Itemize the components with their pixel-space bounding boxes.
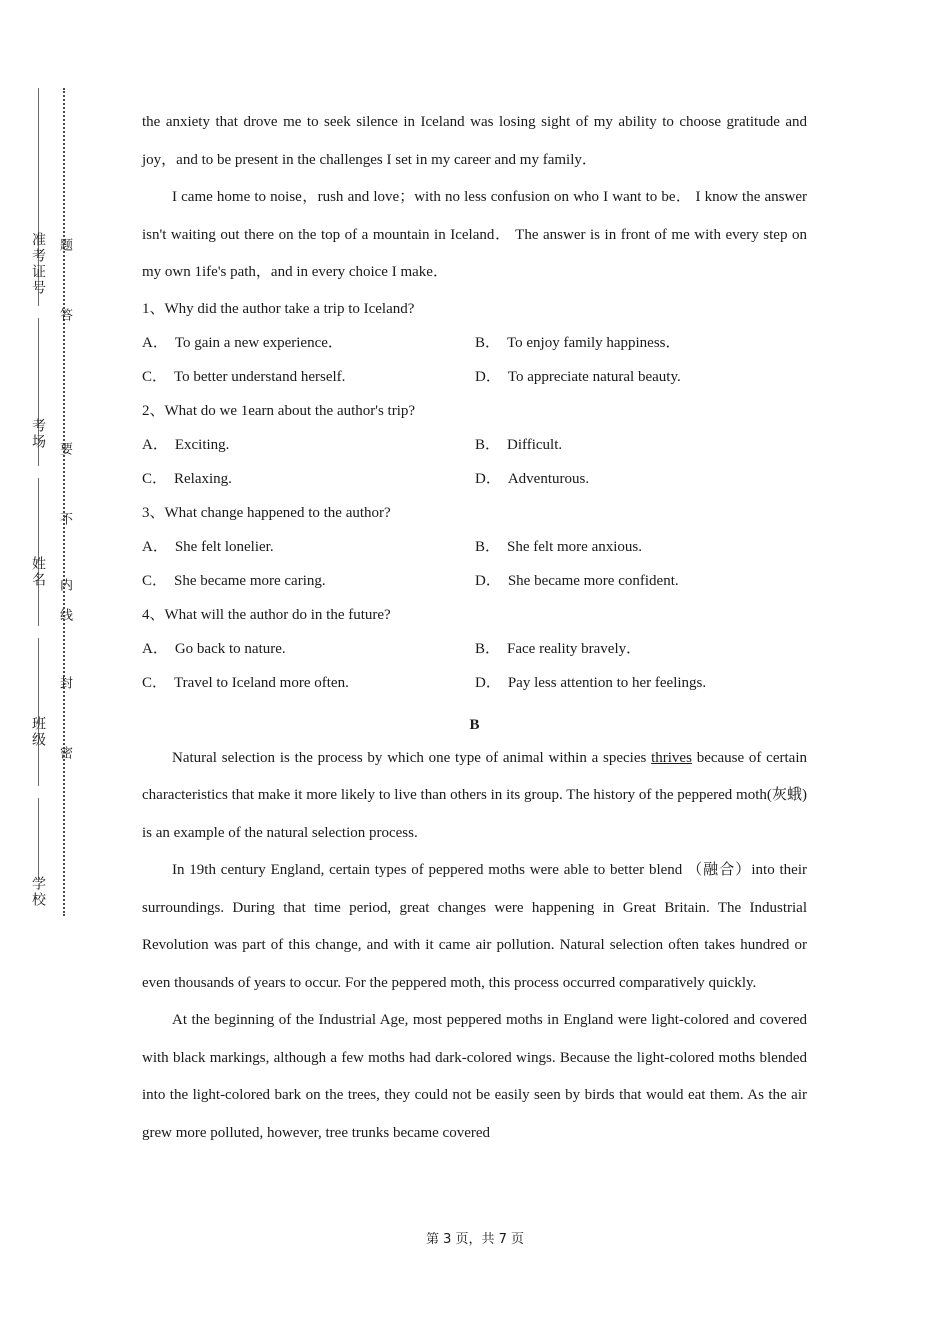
option-text: To enjoy family happiness． [507, 334, 681, 351]
question-1-text: Why did the author take a trip to Iceland? [164, 300, 415, 317]
question-4-stem [142, 598, 807, 632]
question-3-options-row-1 [142, 530, 807, 564]
question-2-option-a[interactable] [142, 428, 475, 462]
option-letter: C． [142, 572, 168, 589]
question-3-number: 3、 [142, 504, 165, 521]
question-4-options-row-1 [142, 632, 807, 666]
passage-a-paragraph-1: the anxiety that drove me to seek silence in Iceland was losing sight of my ability to choose gratitude and joy，and to be present in the challenges I set in my career and my family． [142, 114, 807, 168]
question-4-option-b[interactable] [475, 632, 807, 666]
option-text: To appreciate natural beauty. [507, 368, 681, 385]
seal-notice-char-2: 答 [57, 308, 72, 323]
passage-b-paragraph-3: At the beginning of the Industrial Age, most peppered moths in England were light-colored and covered with black markings, although a few moths had dark-colored wings. Because the light-colored moths blended into the light-colored bark on the trees, they could not be easily seen by birds that would eat them. As the air grew more polluted, however, tree trunks became covered [142, 1012, 807, 1141]
option-letter: C． [142, 674, 168, 691]
seal-notice-char-3: 要 [57, 442, 72, 457]
question-2-option-b[interactable] [475, 428, 807, 462]
option-letter: B． [475, 640, 501, 657]
option-letter: B． [475, 334, 501, 351]
question-2-number: 2、 [142, 402, 165, 419]
option-letter: C． [142, 368, 168, 385]
seal-label-school: 学校 [30, 876, 46, 908]
passage-b-paragraph-2: In 19th century England, certain types of peppered moths were able to better blend （融合）into their surroundings. During that time period, great changes were happening in Great Britain. The Industrial Revolution was part of this change, and with it came air pollution. Natural selection often takes hundred or even thousands of years to occur. For the peppered moth, this process occurred comparatively quickly. [142, 862, 807, 991]
seal-field-rule-5 [38, 798, 39, 882]
seal-label-admission-number: 准考证号 [30, 232, 46, 296]
option-text: Adventurous. [507, 470, 590, 487]
option-text: Exciting. [174, 436, 230, 453]
question-1-stem [142, 292, 807, 326]
option-text: To gain a new experience． [174, 334, 343, 351]
question-1-number: 1、 [142, 300, 165, 317]
option-letter: B． [475, 436, 501, 453]
option-letter: A． [142, 334, 168, 351]
option-letter: D． [475, 674, 501, 691]
option-letter: A． [142, 436, 168, 453]
option-text: To better understand herself. [174, 368, 346, 385]
question-2-option-c[interactable] [142, 462, 475, 496]
option-letter: A． [142, 640, 168, 657]
passage-b-paragraph-1 [142, 740, 807, 853]
option-text: Pay less attention to her feelings. [507, 674, 707, 691]
option-text: Face reality bravely． [507, 640, 642, 657]
question-3-option-a[interactable] [142, 530, 475, 564]
seal-notice-char-1: 题 [57, 238, 72, 253]
question-1-options-row-1 [142, 326, 807, 360]
seal-notice-char-8: 密 [57, 746, 72, 761]
question-4-option-a[interactable] [142, 632, 475, 666]
option-text: Difficult. [507, 436, 563, 453]
option-letter: C． [142, 470, 168, 487]
question-1-option-b[interactable] [475, 326, 807, 360]
passage-b-p1-part1: Natural selection is the process by which one type of animal within a species [172, 749, 652, 766]
question-3-option-b[interactable] [475, 530, 807, 564]
seal-field-rule-4 [38, 638, 39, 786]
question-3-option-d[interactable] [475, 564, 807, 598]
option-letter: D． [475, 572, 501, 589]
question-1-option-d[interactable] [475, 360, 807, 394]
seal-notice-char-4: 不 [57, 512, 72, 527]
option-letter: A． [142, 538, 168, 555]
question-3-stem [142, 496, 807, 530]
page-footer: 第 3 页，共 7 页 [425, 1232, 525, 1247]
option-text: She became more confident. [507, 572, 679, 589]
option-text: Go back to nature. [174, 640, 286, 657]
option-letter: B． [475, 538, 501, 555]
question-2-stem [142, 394, 807, 428]
option-text: Relaxing. [174, 470, 232, 487]
passage-b-section-letter: B [469, 716, 480, 733]
question-2-option-d[interactable] [475, 462, 807, 496]
passage-b-p1-part2: because of certain characteristics that make it more likely to live than others in its group. The history of the peppered moth(灰蛾) is an example of the natural selection process. [142, 749, 807, 841]
question-4-option-d[interactable] [475, 666, 807, 700]
question-1-option-a[interactable] [142, 326, 475, 360]
sealing-line-margin [0, 0, 130, 1344]
seal-dotted-rule [63, 88, 65, 916]
question-2-text: What do we 1earn about the author's trip? [164, 402, 416, 419]
question-3-options-row-2 [142, 564, 807, 598]
option-text: She felt lonelier. [174, 538, 274, 555]
question-2-options-row-2 [142, 462, 807, 496]
seal-notice-char-6: 线 [57, 608, 72, 623]
seal-label-exam-room: 考场 [30, 418, 46, 450]
seal-field-rule-3 [38, 478, 39, 626]
option-text: Travel to Iceland more often. [174, 674, 349, 691]
question-3-option-c[interactable] [142, 564, 475, 598]
question-4-option-c[interactable] [142, 666, 475, 700]
question-4-text: What will the author do in the future? [164, 606, 391, 623]
question-1-options-row-2 [142, 360, 807, 394]
vocabulary-underline-thrives: thrives [651, 749, 692, 766]
seal-notice-char-5: 内 [57, 578, 72, 593]
option-text: She felt more anxious. [507, 538, 642, 555]
question-4-options-row-2 [142, 666, 807, 700]
question-2-options-row-1 [142, 428, 807, 462]
seal-label-name: 姓名 [30, 556, 46, 588]
question-1-option-c[interactable] [142, 360, 475, 394]
question-3-text: What change happened to the author? [164, 504, 391, 521]
passage-a-paragraph-2: I came home to noise，rush and love；with no less confusion on who I want to be． I know the answer isn't waiting out there on the top of a mountain in Iceland． The answer is in front of me with every step on my own 1ife's path，and in every choice I make． [142, 189, 807, 280]
option-letter: D． [475, 368, 501, 385]
seal-notice-char-7: 封 [57, 676, 72, 691]
question-4-number: 4、 [142, 606, 165, 623]
option-letter: D． [475, 470, 501, 487]
seal-label-class: 班级 [30, 716, 46, 748]
option-text: She became more caring. [174, 572, 326, 589]
page-content [142, 104, 807, 1152]
